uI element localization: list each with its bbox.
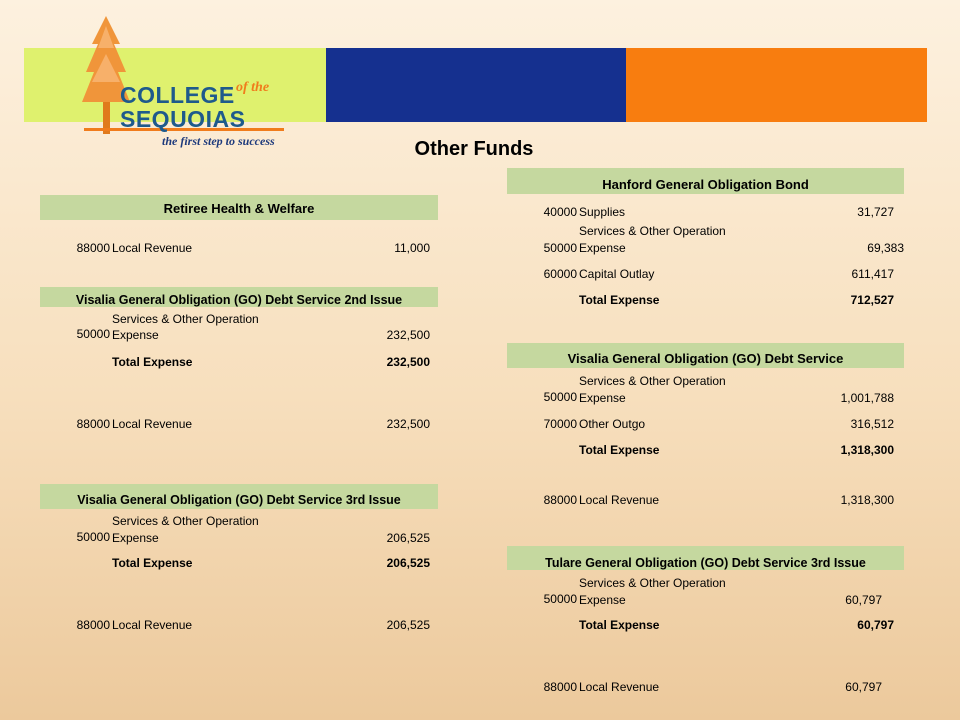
- visalia-total: 1,318,300: [840, 443, 894, 457]
- visalia-row1-code: 50000: [543, 390, 577, 404]
- tulare-revenue-desc: Local Revenue: [579, 680, 660, 694]
- visalia-revenue-amount: 1,318,300: [840, 493, 894, 507]
- visalia3-total: 206,525: [386, 556, 430, 570]
- logo-sequoias: SEQUOIAS: [120, 106, 246, 132]
- visalia3-revenue-desc: Local Revenue: [112, 618, 193, 632]
- tulare-total-label: Total Expense: [579, 618, 660, 632]
- tulare-revenue-code: 88000: [543, 680, 577, 694]
- page-title: Other Funds: [414, 138, 534, 160]
- hanford-total-label: Total Expense: [579, 293, 660, 307]
- visalia-row1-amount: 1,001,788: [840, 391, 894, 405]
- visalia2-desc-line1: Services & Other Operation: [112, 312, 259, 326]
- visalia-revenue-code: 88000: [543, 493, 577, 507]
- retiree-code: 88000: [76, 241, 110, 255]
- tulare-desc-line1: Services & Other Operation: [579, 576, 726, 590]
- visalia2-revenue-code: 88000: [76, 417, 110, 431]
- tulare-revenue-amount: 60,797: [845, 680, 882, 694]
- visalia3-desc-line2: Expense: [112, 531, 159, 545]
- visalia3-total-label: Total Expense: [112, 556, 193, 570]
- header-band-orange: [626, 48, 927, 122]
- hanford-row1-amount: 31,727: [857, 205, 894, 219]
- visalia-row1-desc-line1: Services & Other Operation: [579, 374, 726, 388]
- visalia2-revenue-desc: Local Revenue: [112, 417, 193, 431]
- tulare-code: 50000: [543, 592, 577, 606]
- visalia2-revenue-amount: 232,500: [386, 417, 430, 431]
- hanford-row3-amount: 611,417: [851, 267, 894, 281]
- visalia-total-label: Total Expense: [579, 443, 660, 457]
- visalia2-amount: 232,500: [386, 328, 430, 342]
- visalia3-code: 50000: [76, 530, 110, 544]
- visalia2-header: Visalia General Obligation (GO) Debt Service 2nd Issue: [40, 287, 438, 307]
- visalia3-desc-line1: Services & Other Operation: [112, 514, 259, 528]
- tulare-amount: 60,797: [845, 593, 882, 607]
- hanford-row3-code: 60000: [543, 267, 577, 281]
- tulare-desc-line2: Expense: [579, 593, 626, 607]
- visalia-row2-desc: Other Outgo: [579, 417, 646, 431]
- hanford-row2-code: 50000: [543, 241, 577, 255]
- hanford-total: 712,527: [850, 293, 894, 307]
- hanford-row2-amount: 69,383: [867, 241, 904, 255]
- logo-tagline: the first step to success: [162, 134, 275, 148]
- visalia3-header: Visalia General Obligation (GO) Debt Service 3rd Issue: [40, 484, 438, 509]
- visalia3-amount: 206,525: [386, 531, 430, 545]
- logo-college: COLLEGE: [120, 82, 235, 108]
- retiree-amount: 11,000: [394, 241, 430, 255]
- hanford-row1-desc: Supplies: [579, 205, 626, 219]
- visalia-row2-code: 70000: [543, 417, 577, 431]
- tulare-header: Tulare General Obligation (GO) Debt Service 3rd Issue: [507, 546, 904, 570]
- tulare-total: 60,797: [857, 618, 894, 632]
- hanford-header: Hanford General Obligation Bond: [507, 168, 904, 194]
- visalia-row1-desc-line2: Expense: [579, 391, 626, 405]
- college-logo: [78, 14, 298, 154]
- header-band-blue: [326, 48, 626, 122]
- retiree-header: Retiree Health & Welfare: [40, 195, 438, 220]
- visalia2-code: 50000: [76, 327, 110, 341]
- visalia2-total: 232,500: [386, 355, 430, 369]
- visalia2-total-label: Total Expense: [112, 355, 193, 369]
- hanford-row2-desc-line2: Expense: [579, 241, 626, 255]
- logo-of-the: of the: [236, 80, 270, 95]
- hanford-row1-code: 40000: [543, 205, 577, 219]
- visalia3-revenue-amount: 206,525: [386, 618, 430, 632]
- hanford-row2-desc-line1: Services & Other Operation: [579, 224, 726, 238]
- visalia-row2-amount: 316,512: [850, 417, 894, 431]
- hanford-row3-desc: Capital Outlay: [579, 267, 655, 281]
- visalia3-revenue-code: 88000: [76, 618, 110, 632]
- retiree-desc: Local Revenue: [112, 241, 193, 255]
- visalia-revenue-desc: Local Revenue: [579, 493, 660, 507]
- visalia-header: Visalia General Obligation (GO) Debt Service: [507, 343, 904, 368]
- visalia2-desc-line2: Expense: [112, 328, 159, 342]
